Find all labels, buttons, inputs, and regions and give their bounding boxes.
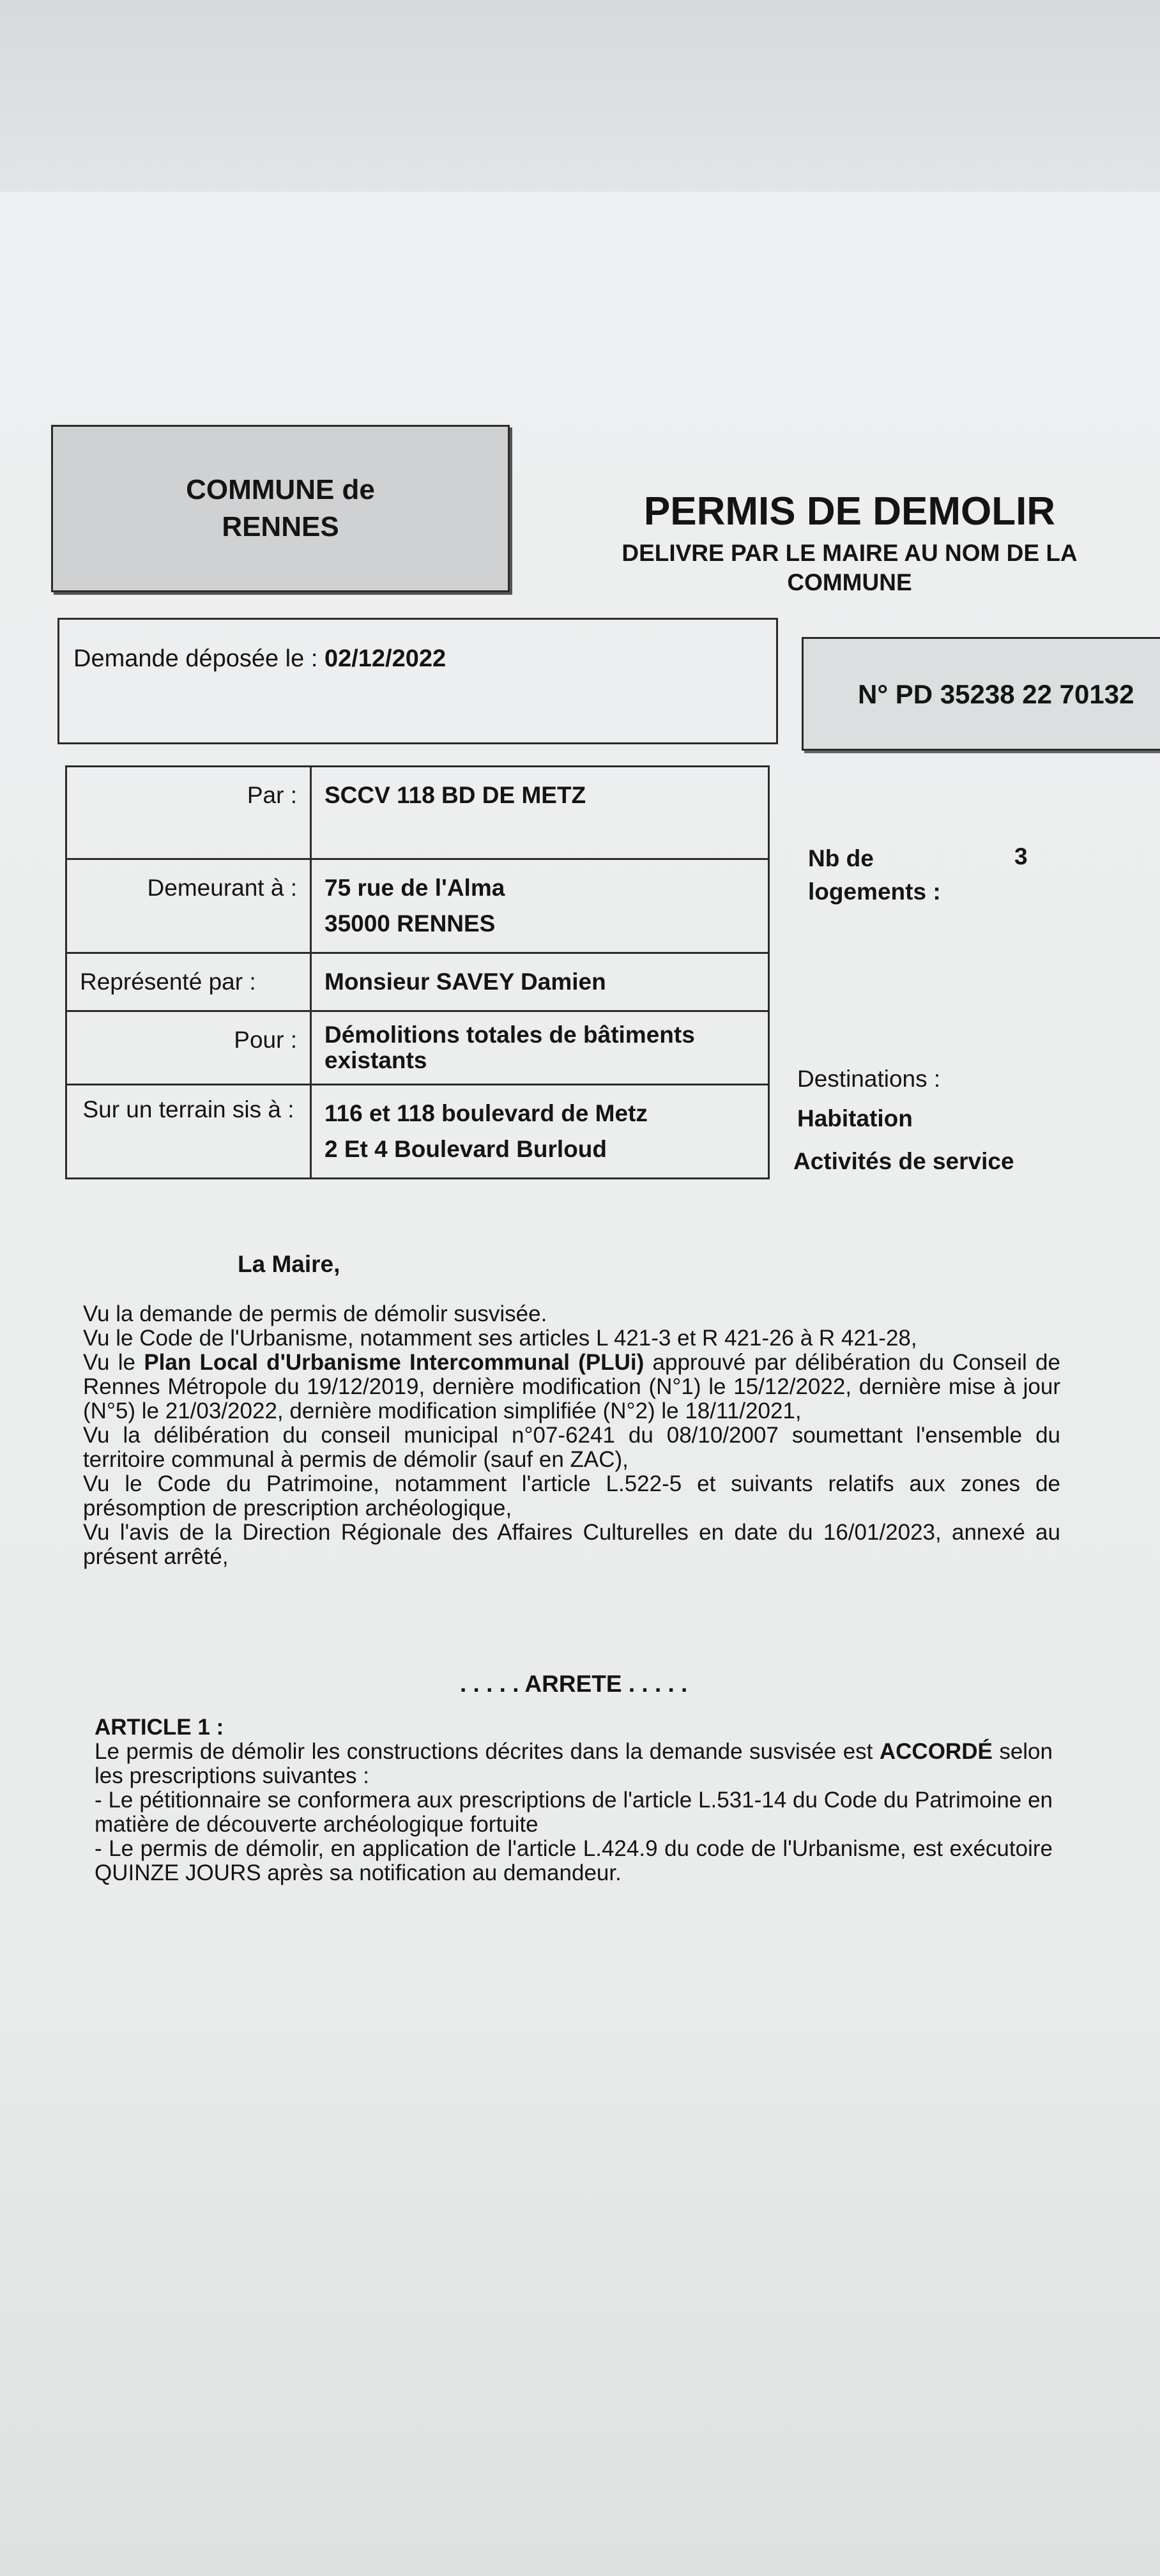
arrete-heading: . . . . . ARRETE . . . . . bbox=[460, 1671, 688, 1697]
article-1-paragraph bbox=[95, 1740, 1053, 1788]
visas-section bbox=[83, 1302, 1060, 1569]
demeurant-line2: 35000 RENNES bbox=[324, 910, 496, 937]
logements-label-line1: Nb de bbox=[808, 845, 874, 871]
logements-value: 3 bbox=[1014, 843, 1028, 870]
demande-date: 02/12/2022 bbox=[324, 645, 446, 672]
visa-line: Vu la demande de permis de démolir susvisée. bbox=[83, 1301, 547, 1326]
table-row bbox=[66, 859, 769, 953]
logements-label-line2: logements : bbox=[808, 878, 941, 905]
prescription-item: - Le pétitionnaire se conformera aux prescriptions de l'article L.531-14 du Code du Patrimoine en matière de découverte archéologique fortuite bbox=[95, 1788, 1053, 1837]
prescription-item: - Le permis de démolir, en application de l'article L.424.9 du code de l'Urbanisme, est exécutoire QUINZE JOURS après sa notification au demandeur. bbox=[95, 1836, 1053, 1885]
par-value: SCCV 118 BD DE METZ bbox=[311, 767, 769, 859]
terrain-line2: 2 Et 4 Boulevard Burloud bbox=[324, 1136, 607, 1162]
visa-line: Vu la délibération du conseil municipal n°07-6241 du 08/10/2007 soumettant l'ensemble du territoire communal à permis de démolir (sauf en ZAC), bbox=[83, 1423, 1060, 1472]
demande-label: Demande déposée le : bbox=[73, 645, 318, 672]
table-row bbox=[66, 1011, 769, 1085]
article-1-title: ARTICLE 1 : bbox=[95, 1715, 224, 1740]
pour-label: Pour : bbox=[66, 1011, 311, 1085]
permit-number-box bbox=[802, 637, 1160, 751]
logements-label bbox=[808, 842, 941, 908]
destination-item: Habitation bbox=[797, 1105, 913, 1131]
represente-value: Monsieur SAVEY Damien bbox=[311, 953, 769, 1011]
visa-line: Vu le Code du Patrimoine, notamment l'article L.522-5 et suivants relatifs aux zones de présomption de prescription archéologique, bbox=[83, 1471, 1060, 1521]
commune-line1: COMMUNE de bbox=[186, 474, 375, 505]
visa-line bbox=[83, 1351, 1060, 1423]
subtitle-line2: COMMUNE bbox=[787, 569, 912, 595]
commune-box bbox=[51, 425, 510, 592]
table-row bbox=[66, 1085, 769, 1179]
visa-plui-pre: Vu le bbox=[83, 1350, 136, 1375]
demeurant-value bbox=[311, 859, 769, 953]
destinations-label: Destinations : bbox=[797, 1066, 941, 1092]
table-row bbox=[66, 953, 769, 1011]
visa-line: Vu le Code de l'Urbanisme, notamment ses articles L 421-3 et R 421-26 à R 421-28, bbox=[83, 1326, 917, 1351]
table-row bbox=[66, 767, 769, 859]
sheet-lower-area bbox=[0, 2032, 1160, 2576]
article-1-text-pre: Le permis de démolir les constructions décrites dans la demande susvisée est bbox=[95, 1739, 873, 1764]
document-title: PERMIS DE DEMOLIR bbox=[643, 489, 1056, 533]
permit-number: N° PD 35238 22 70132 bbox=[858, 679, 1134, 709]
terrain-label: Sur un terrain sis à : bbox=[66, 1085, 311, 1179]
terrain-line1: 116 et 118 boulevard de Metz bbox=[324, 1100, 648, 1126]
destination-item: Activités de service bbox=[793, 1148, 1014, 1174]
article-1-section bbox=[95, 1715, 1053, 1885]
subtitle-line1: DELIVRE PAR LE MAIRE AU NOM DE LA bbox=[622, 540, 1078, 566]
commune-line2: RENNES bbox=[222, 511, 339, 542]
maire-heading: La Maire, bbox=[238, 1251, 340, 1277]
applicant-info-table bbox=[65, 765, 770, 1179]
demeurant-label: Demeurant à : bbox=[66, 859, 311, 953]
article-1-text-post: selon les prescriptions suivantes : bbox=[95, 1739, 1053, 1788]
demande-box bbox=[57, 618, 778, 744]
visa-plui-post: approuvé par délibération du Conseil de Rennes Métropole du 19/12/2019, dernière modification (N°1) le 15/12/2022, dernière mise à jour (N°5) le 21/03/2022, dernière modification simplifiée (N°2) le 18/11/2021, bbox=[83, 1350, 1060, 1423]
par-label: Par : bbox=[66, 767, 311, 859]
article-1-accorde: ACCORDÉ bbox=[879, 1739, 993, 1764]
document-subtitle bbox=[588, 539, 1111, 597]
demeurant-line1: 75 rue de l'Alma bbox=[324, 875, 505, 901]
visa-plui-bold: Plan Local d'Urbanisme Intercommunal (PLUi) bbox=[144, 1350, 645, 1375]
pour-value: Démolitions totales de bâtiments existants bbox=[311, 1011, 769, 1085]
visa-line: Vu l'avis de la Direction Régionale des Affaires Culturelles en date du 16/01/2023, annexé au présent arrêté, bbox=[83, 1520, 1060, 1569]
represente-label: Représenté par : bbox=[66, 953, 311, 1011]
terrain-value bbox=[311, 1085, 769, 1179]
